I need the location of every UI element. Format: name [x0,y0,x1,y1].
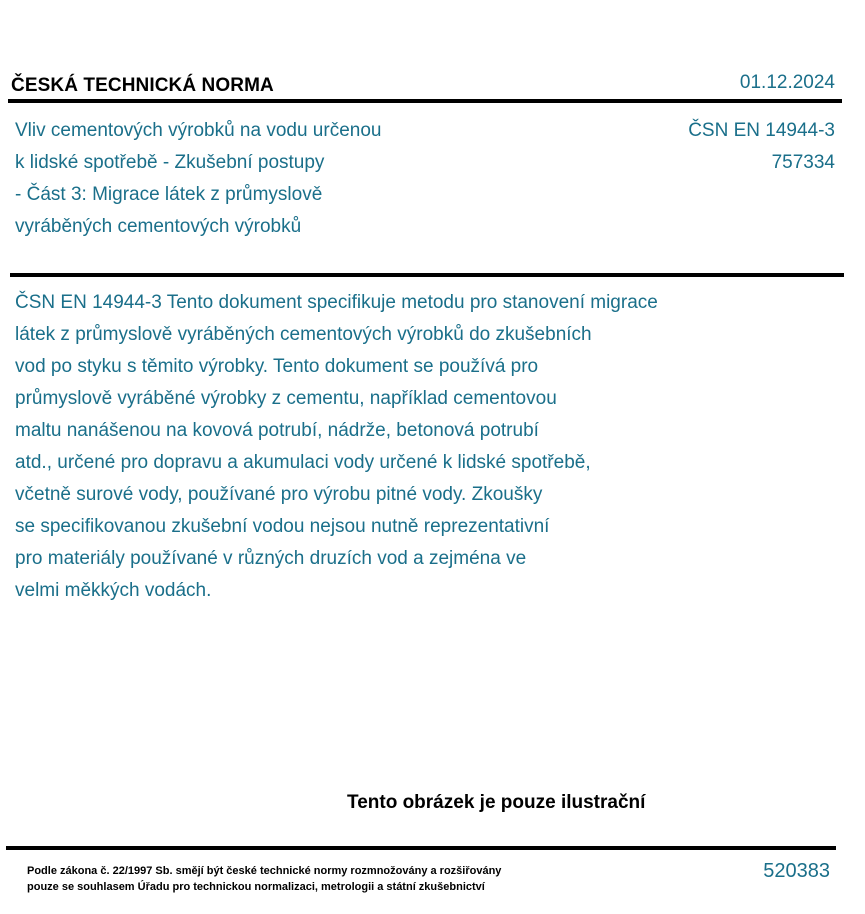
standard-number: ČSN EN 14944-3 [688,120,835,141]
document-title-line: - Část 3: Migrace látek z průmyslově [15,184,323,205]
middle-divider [10,273,844,277]
header-title: ČESKÁ TECHNICKÁ NORMA [11,75,274,96]
document-title [15,115,475,243]
legal-notice-line: pouze se souhlasem Úřadu pro technickou normalizaci, metrologii a státní zkušebnictví [27,881,485,893]
catalog-number: 520383 [763,860,830,882]
abstract-line: průmyslově vyráběné výrobky z cementu, například cementovou [15,388,557,409]
abstract-text [15,287,755,607]
abstract-line: pro materiály používané v různých druzích vod a zejména ve [15,548,527,569]
abstract-line: velmi měkkých vodách. [15,580,212,601]
abstract-line: maltu nanášenou na kovová potrubí, nádrže, betonová potrubí [15,420,539,441]
document-title-line: k lidské spotřebě - Zkušební postupy [15,152,325,173]
document-identifiers [688,115,835,179]
abstract-line: ČSN EN 14944-3 Tento dokument specifikuje metodu pro stanovení migrace [15,292,658,313]
publication-date: 01.12.2024 [739,72,835,93]
abstract-line: včetně surové vody, používané pro výrobu pitné vody. Zkoušky [15,484,543,505]
abstract-line: vod po styku s těmito výrobky. Tento dokument se používá pro [15,356,539,377]
top-divider [8,99,842,103]
illustration-note: Tento obrázek je pouze ilustrační [347,792,646,813]
legal-notice-line: Podle zákona č. 22/1997 Sb. smějí být české technické normy rozmnožovány a rozšiřovány [27,865,502,877]
document-title-line: Vliv cementových výrobků na vodu určenou [15,120,382,141]
abstract-line: atd., určené pro dopravu a akumulaci vody určené k lidské spotřebě, [15,452,591,473]
bottom-divider [6,846,836,850]
legal-notice [27,863,501,895]
abstract-line: látek z průmyslově vyráběných cementových výrobků do zkušebních [15,324,592,345]
class-number: 757334 [771,152,835,173]
document-title-line: vyráběných cementových výrobků [15,216,302,237]
abstract-line: se specifikovanou zkušební vodou nejsou nutně reprezentativní [15,516,550,537]
